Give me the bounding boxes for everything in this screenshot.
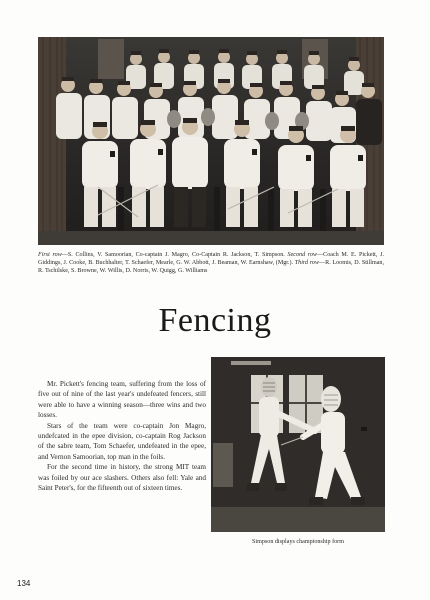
page-number: 134 bbox=[17, 579, 31, 588]
action-photo-caption: Simpson displays championship form bbox=[252, 539, 344, 545]
team-photo-drawing bbox=[38, 37, 384, 245]
second-row-names: —Coach M. E. Pickett, J. Giddings, J. Cooke, B. Buchhalter, T. Schaefer, Mearle, G. W. Abbott, J. Beaman, W. Earnshaw, (Mgr.). bbox=[38, 252, 384, 267]
section-title: Fencing bbox=[158, 302, 272, 339]
action-photo bbox=[211, 357, 385, 532]
body-paragraph: Stars of the team were co-captain Jon Magro, undefcated in the epee division, co-captain Rog Jackson of the sabre team, Tom Schaefer, undefeated in the epee, and Vernon Samoorian, top man in the foils. bbox=[38, 421, 206, 461]
body-paragraph: For the second time in history, the strong MIT team was foiled by our ace slashers. Others also fell: Yale and Saint Peter's, for the fifteenth out of sixteen times. bbox=[38, 463, 206, 493]
third-row-names: —R. Loomis, D. Stillman, R. Tschilske, S. Browne, W. Willis, D. Norris, W. Quigg, G. Williams bbox=[38, 260, 384, 275]
team-photo-caption bbox=[38, 251, 384, 276]
team-photo bbox=[38, 37, 384, 245]
coach-suit bbox=[356, 99, 382, 145]
first-row-names: —S. Collins, V. Samoorian, Co-captain J. Magro, Co-Captain R. Jackson, T. Simpson. bbox=[61, 252, 285, 258]
action-photo-drawing bbox=[211, 357, 385, 532]
floor bbox=[38, 231, 384, 245]
third-row-label: Third row bbox=[294, 260, 320, 267]
window-left bbox=[98, 39, 124, 79]
article-body bbox=[38, 379, 206, 493]
body-paragraph: Mr. Pickett's fencing team, suffering from the loss of five out of nine of the last year's undefeated fencers, still were able to have a winning season—three wins and two losses. bbox=[38, 380, 206, 420]
first-row-label: First row bbox=[38, 252, 62, 258]
second-row-label: Second row bbox=[287, 252, 318, 258]
